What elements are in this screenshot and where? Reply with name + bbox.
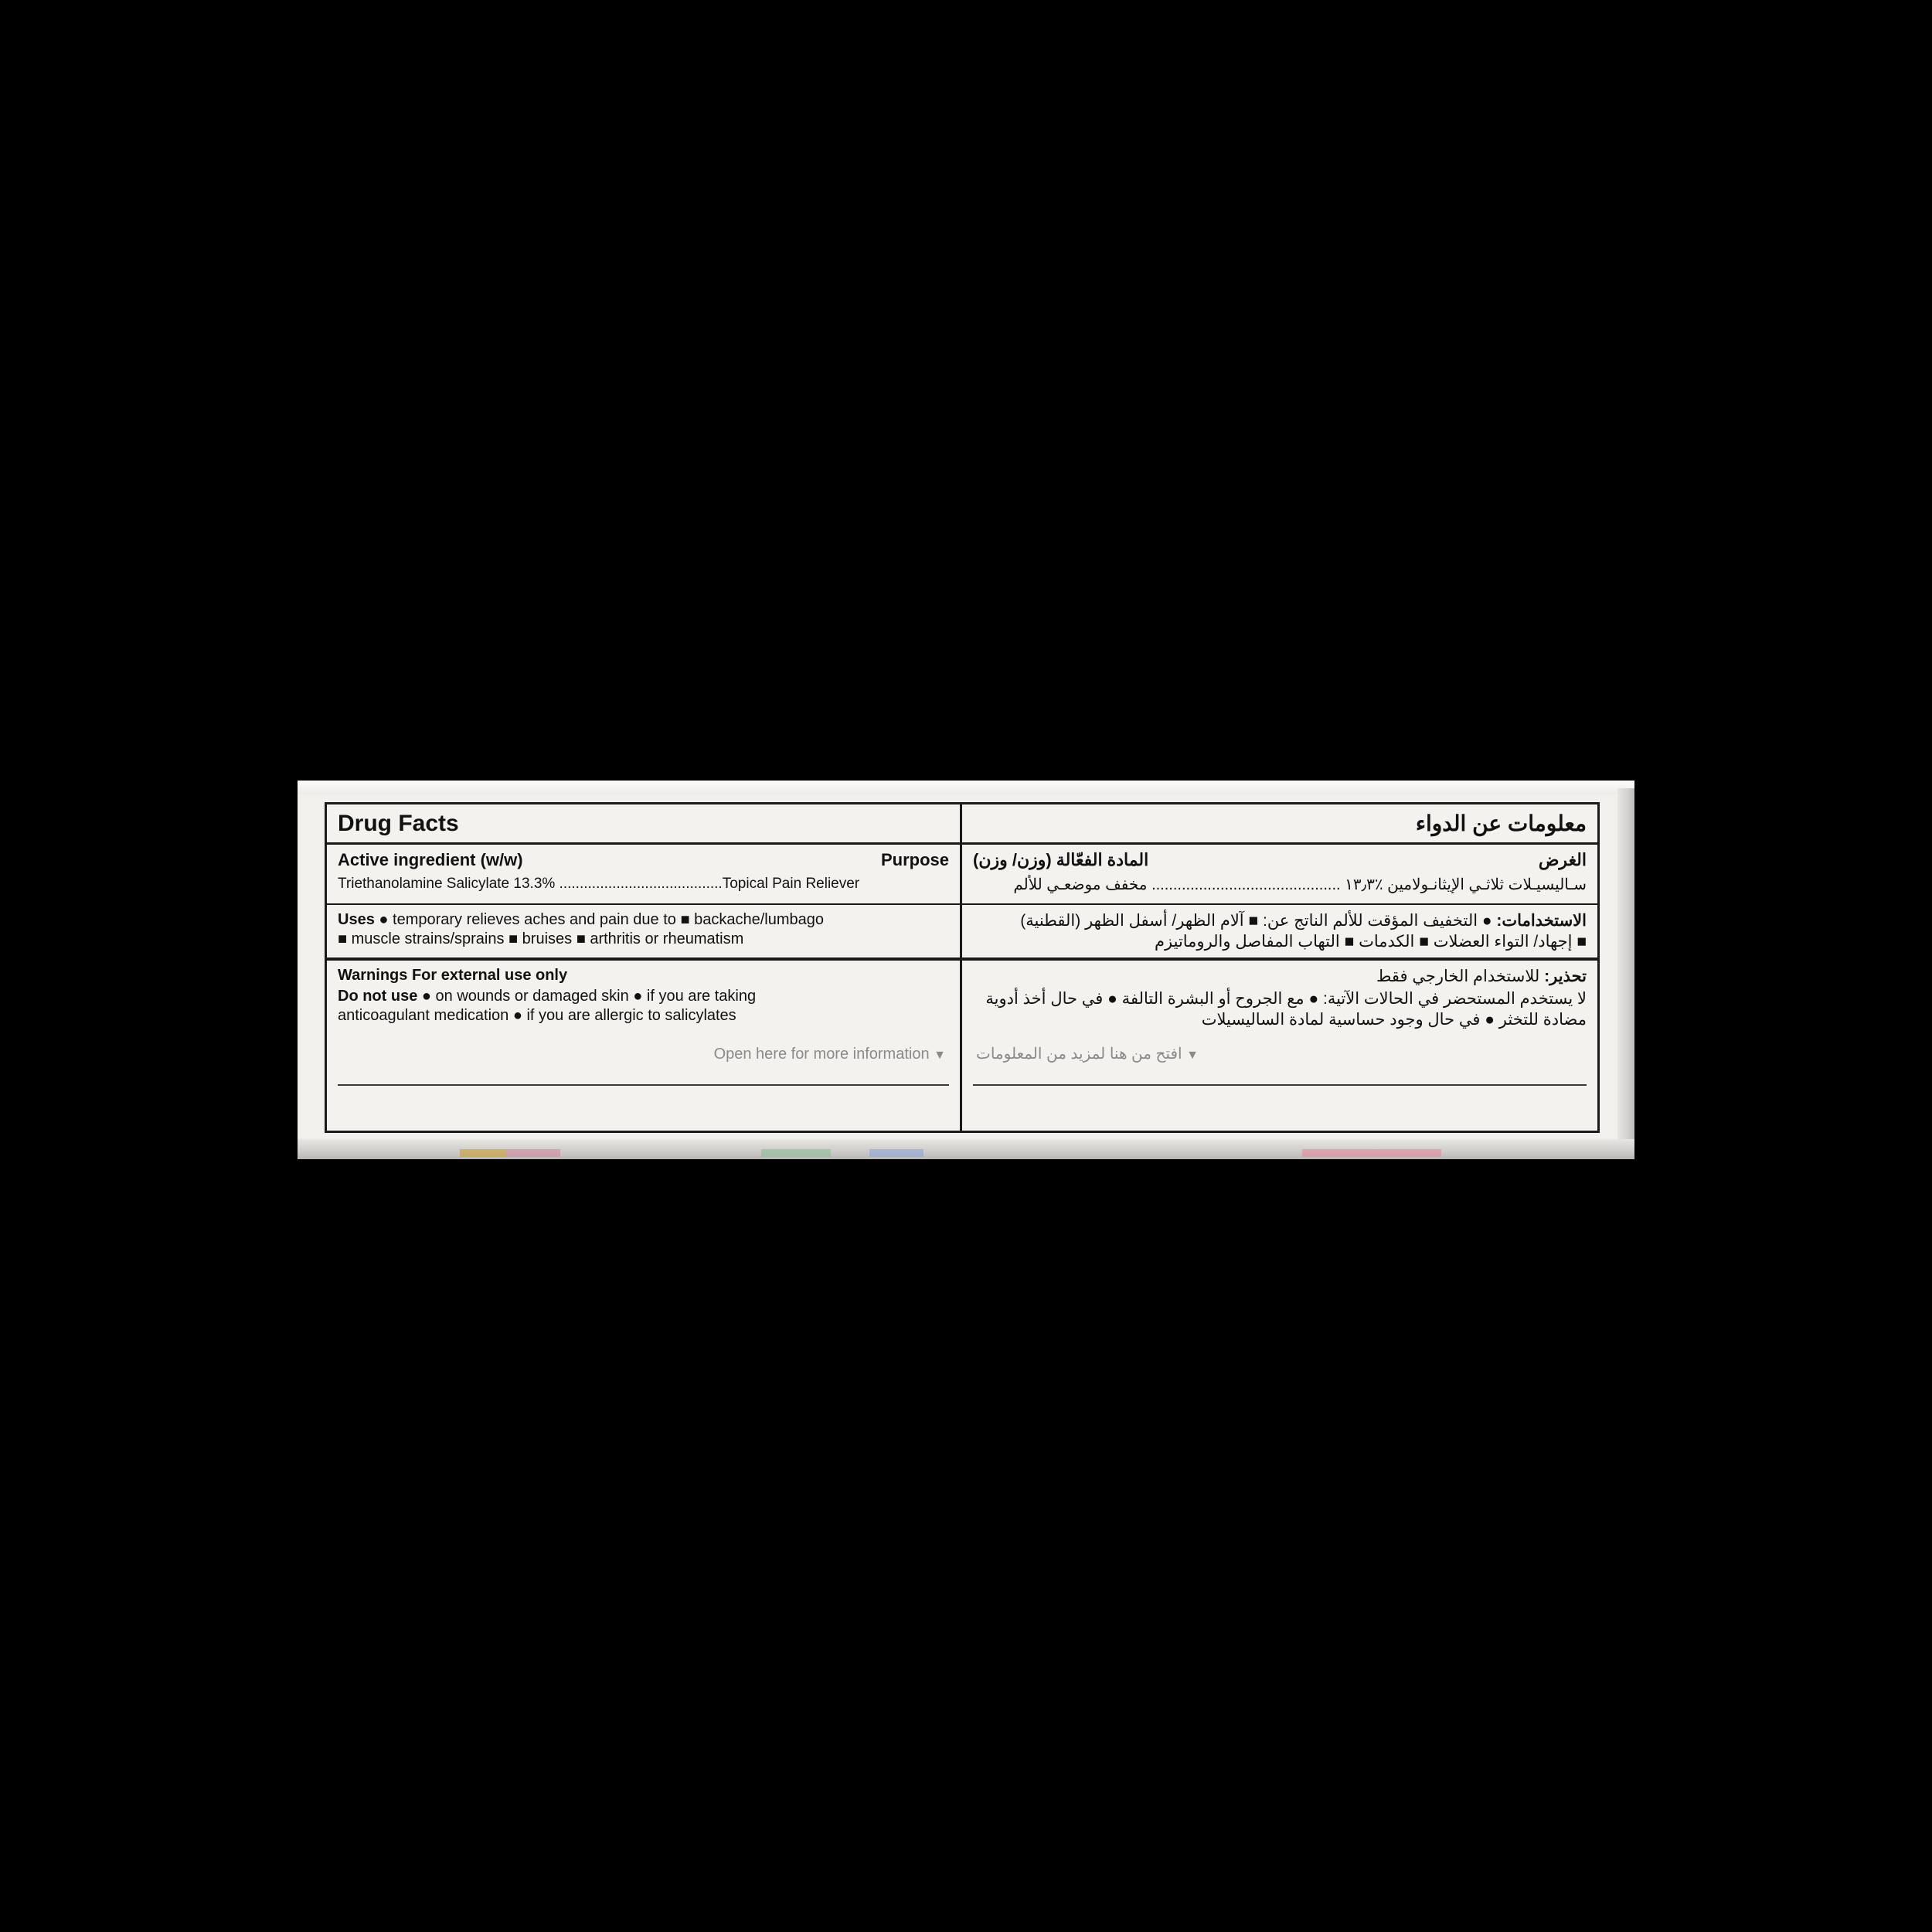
- warnings-text-1-en: ● on wounds or damaged skin ● if you are taking: [421, 988, 757, 1005]
- carton-top-edge: [298, 781, 1634, 794]
- uses-section-en: [327, 905, 960, 961]
- color-strip-green: [761, 1149, 831, 1157]
- uses-line-1-ar: [973, 910, 1587, 931]
- warnings-external-use-ar: للاستخدام الخارجي فقط: [1376, 968, 1540, 985]
- active-ingredient-label-en: Active ingredient (w/w): [338, 850, 523, 869]
- open-here-label-en[interactable]: Open here for more information: [713, 1046, 930, 1063]
- active-ingredient-label-ar: المادة الفعّالة (وزن/ وزن): [973, 850, 1149, 869]
- warnings-section-ar: [962, 961, 1597, 1097]
- open-here-label-ar[interactable]: افتح من هنا لمزيد من المعلومات: [976, 1046, 1182, 1063]
- warnings-line-1-ar: لا يستخدم المستحضر في الحالات الآتية: ● مع الجروح أو البشرة التالفة ● في حال أخذ أدوية: [985, 990, 1587, 1008]
- do-not-use-label-en: Do not use: [338, 988, 418, 1005]
- uses-label-en: Uses: [338, 911, 375, 928]
- drug-facts-arabic-column: [962, 804, 1597, 1131]
- warnings-label-ar: تحذير:: [1544, 968, 1587, 985]
- active-ingredient-line-en: Triethanolamine Salicylate 13.3% ........................................Topical Pain Reliever: [338, 876, 860, 892]
- uses-text-1-en: ● temporary relieves aches and pain due to ■ backache/lumbago: [379, 911, 824, 928]
- open-here-row-ar[interactable]: [962, 1044, 1597, 1066]
- carton-right-edge: [1617, 788, 1634, 1151]
- drug-facts-title-en: Drug Facts: [338, 811, 459, 836]
- purpose-label-en: Purpose: [880, 850, 949, 869]
- active-ingredient-headline-ar: [973, 850, 1587, 870]
- warnings-external-use-en: For external use only: [411, 967, 568, 984]
- color-strip-rose: [1302, 1149, 1441, 1157]
- warnings-line-1-en: [338, 987, 949, 1006]
- drug-facts-title-row-ar: [962, 804, 1597, 845]
- warnings-section-en: [327, 961, 960, 1097]
- active-ingredient-headline-en: [338, 850, 949, 870]
- uses-label-ar: الاستخدامات:: [1496, 912, 1587, 930]
- drug-facts-panel: [325, 802, 1600, 1133]
- open-here-row-en[interactable]: [327, 1044, 960, 1066]
- uses-line-2-en: ■ muscle strains/sprains ■ bruises ■ arthritis or rheumatism: [338, 930, 744, 947]
- warnings-headline-en: [338, 966, 949, 985]
- active-ingredient-section-ar: [962, 845, 1597, 905]
- open-here-wrap-ar[interactable]: [962, 1044, 1597, 1066]
- warnings-line-2-en: anticoagulant medication ● if you are allergic to salicylates: [338, 1007, 736, 1024]
- uses-section-ar: [962, 905, 1597, 961]
- panel-bottom-rule-en: [338, 1084, 949, 1086]
- color-strip-gold: [460, 1149, 506, 1157]
- drug-facts-title-ar: معلومات عن الدواء: [1415, 811, 1587, 835]
- color-strip-pink: [506, 1149, 560, 1157]
- uses-line-2-ar: ■ إجهاد/ التواء العضلات ■ الكدمات ■ التهاب المفاصل والروماتيزم: [1155, 933, 1587, 951]
- chevron-down-icon-ar[interactable]: ▼: [1186, 1049, 1199, 1062]
- drug-facts-title-row-en: [327, 804, 960, 845]
- warnings-headline-ar: [973, 966, 1587, 987]
- uses-text-1-ar: ● التخفيف المؤقت للألم الناتج عن: ■ آلام الظهر/ أسفل الظهر (القطنية): [1020, 912, 1492, 930]
- chevron-down-icon[interactable]: ▼: [934, 1049, 946, 1062]
- warnings-label-en: Warnings: [338, 967, 408, 984]
- uses-line-1-en: [338, 910, 949, 930]
- warnings-line-2-ar: مضادة للتخثر ● في حال وجود حساسية لمادة الساليسيلات: [1201, 1011, 1587, 1029]
- active-ingredient-section-en: [327, 845, 960, 905]
- color-strip-blue: [869, 1149, 923, 1157]
- panel-bottom-rule-ar: [973, 1084, 1587, 1086]
- drug-facts-english-column: [327, 804, 962, 1131]
- purpose-label-ar: الغرض: [1538, 850, 1587, 869]
- active-ingredient-line-ar: سـاليسيـلات ثلاثـي الإيثانـولامين ٪١٣٫٣ ............................................ مخفف موضعـي للألم: [1013, 876, 1587, 893]
- open-here-wrap-en[interactable]: [327, 1044, 960, 1066]
